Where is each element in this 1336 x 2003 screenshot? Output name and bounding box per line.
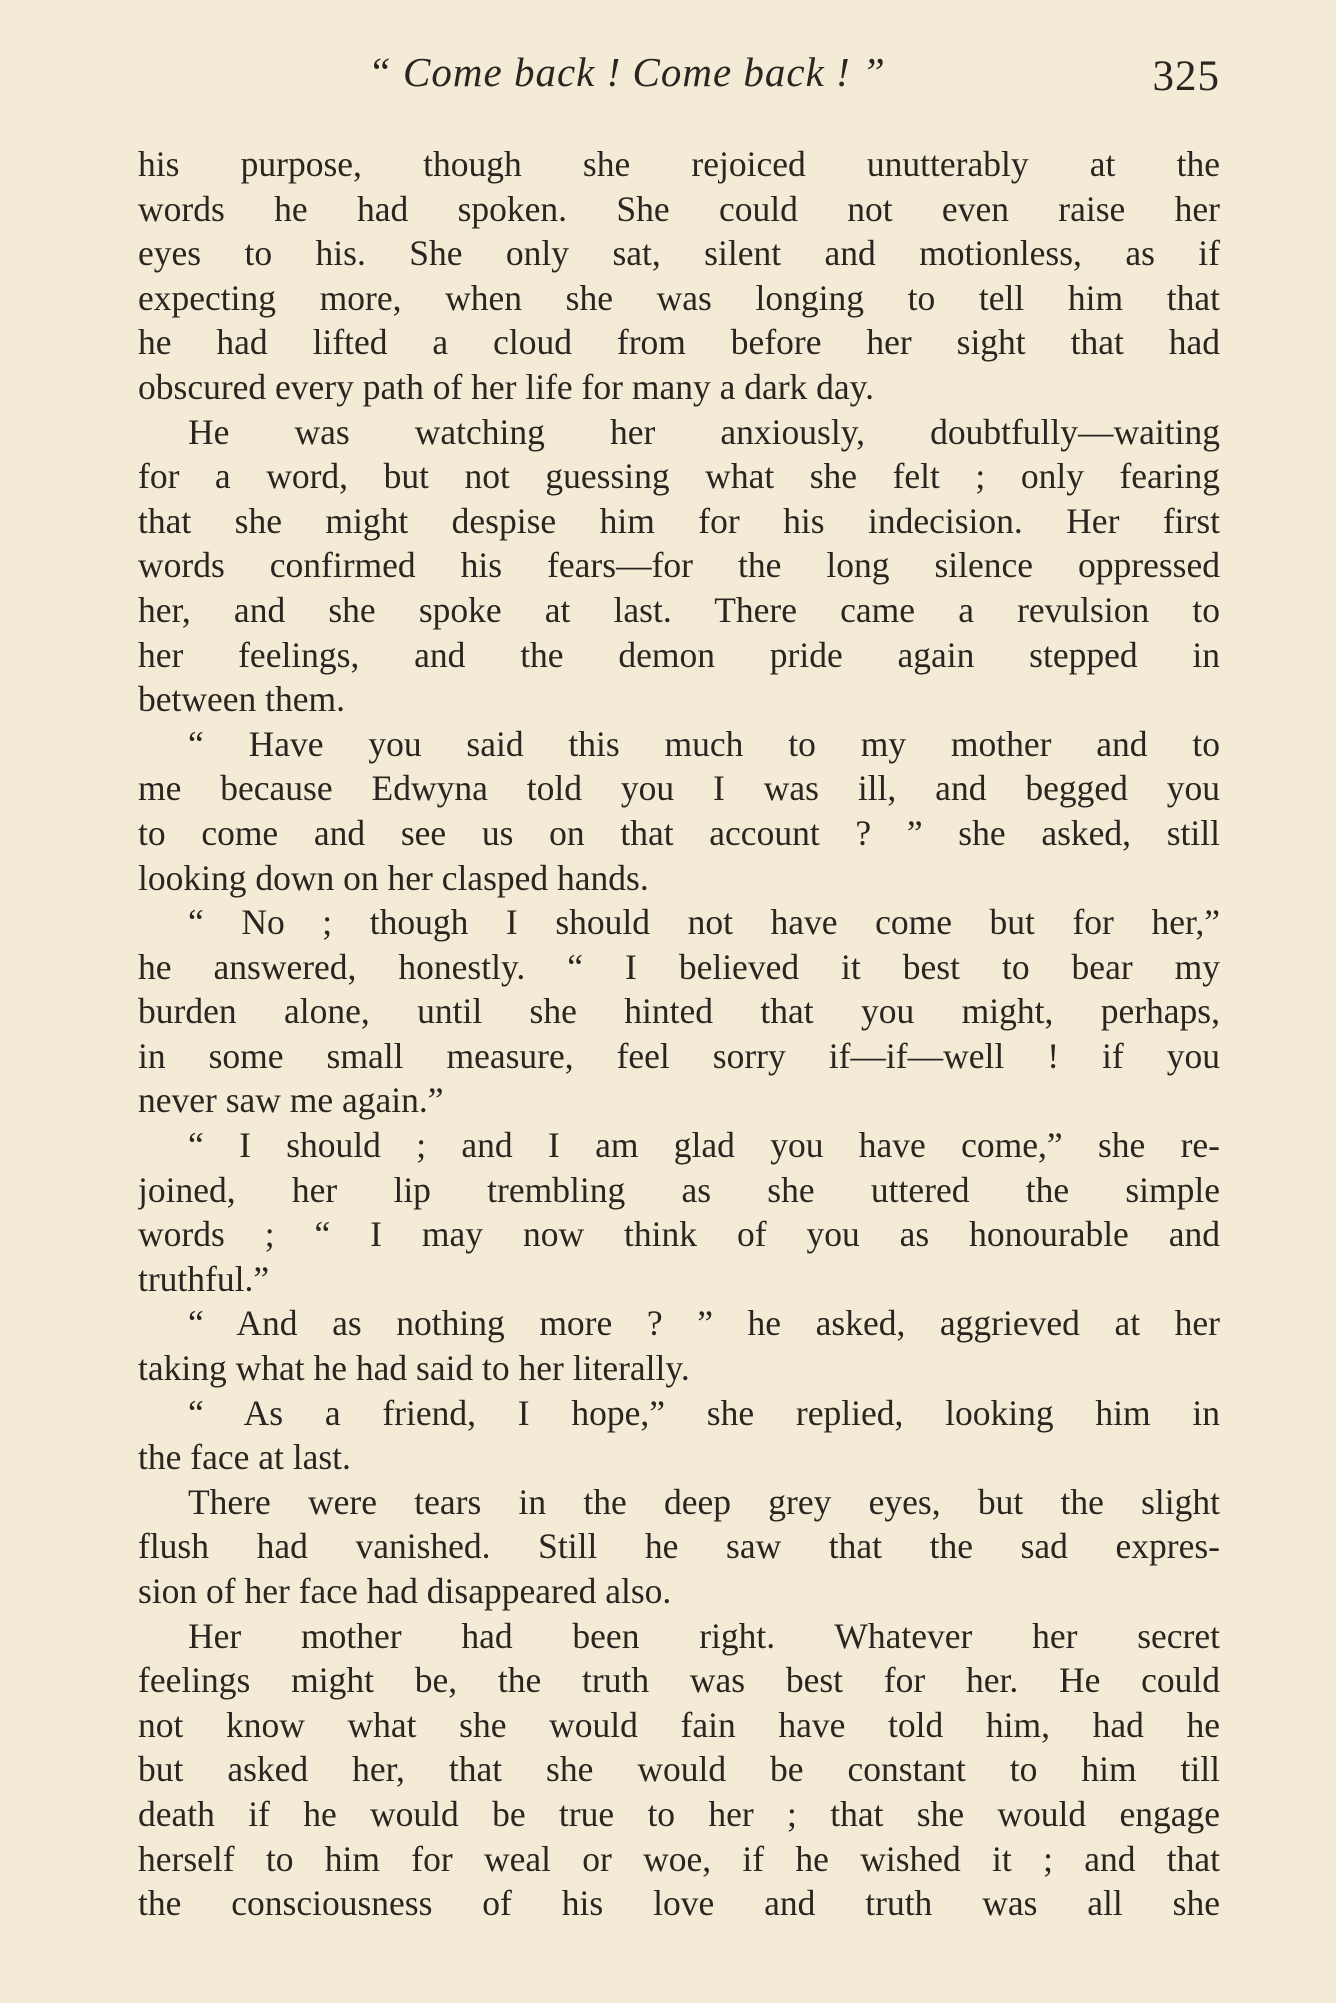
text-line: her feelings, and the demon pride again stepped in [138, 634, 1220, 675]
text-line: to come and see us on that account ? ” she asked, still [138, 812, 1220, 853]
text-line: “ No ; though I should not have come but for her,” [188, 902, 1220, 943]
text-line: expecting more, when she was longing to tell him that [138, 277, 1220, 318]
text-line: he answered, honestly. “ I believed it best to bear my [138, 946, 1220, 987]
text-line: flush had vanished. Still he saw that the sad expres- [138, 1526, 1220, 1567]
page-number: 325 [1152, 53, 1220, 100]
text-line: Her mother had been right. Whatever her secret [188, 1615, 1220, 1656]
text-line: the consciousness of his love and truth was all she [138, 1883, 1220, 1924]
text-line: her, and she spoke at last. There came a revulsion to [138, 589, 1220, 630]
text-line: in some small measure, feel sorry if—if—well ! if you [138, 1035, 1220, 1076]
text-line: There were tears in the deep grey eyes, but the slight [188, 1481, 1220, 1522]
text-line: never saw me again.” [138, 1080, 444, 1121]
text-line: “ I should ; and I am glad you have come,” she re- [188, 1125, 1220, 1166]
text-line: words he had spoken. She could not even raise her [138, 188, 1220, 229]
running-head [138, 48, 1220, 108]
text-line: eyes to his. She only sat, silent and motionless, as if [138, 233, 1220, 274]
text-line: me because Edwyna told you I was ill, and begged you [138, 768, 1220, 809]
text-line: “ Have you said this much to my mother and to [188, 723, 1220, 764]
text-line: “ And as nothing more ? ” he asked, aggrieved at her [188, 1303, 1220, 1344]
text-line: obscured every path of her life for many a dark day. [138, 366, 874, 407]
text-line: the face at last. [138, 1437, 351, 1478]
text-line: but asked her, that she would be constant to him till [138, 1749, 1220, 1790]
text-line: looking down on her clasped hands. [138, 857, 649, 898]
text-line: death if he would be true to her ; that she would engage [138, 1793, 1220, 1834]
text-line: sion of her face had disappeared also. [138, 1571, 672, 1611]
text-line: that she might despise him for his indecision. Her first [138, 500, 1220, 541]
running-title: “ Come back ! Come back ! ” [368, 49, 886, 95]
text-line: joined, her lip trembling as she uttered the simple [138, 1169, 1220, 1210]
text-line: “ As a friend, I hope,” she replied, looking him in [188, 1392, 1220, 1433]
text-line: he had lifted a cloud from before her sight that had [138, 322, 1220, 363]
text-line: his purpose, though she rejoiced unutterably at the [138, 144, 1220, 184]
text-line: feelings might be, the truth was best for her. He could [138, 1660, 1220, 1701]
body-text [138, 142, 1220, 1926]
text-line: not know what she would fain have told him, had he [138, 1704, 1220, 1745]
text-line: truthful.” [138, 1258, 270, 1299]
text-line: burden alone, until she hinted that you might, perhaps, [138, 991, 1220, 1032]
text-line: He was watching her anxiously, doubtfully—waiting [188, 411, 1220, 452]
text-line: between them. [138, 679, 346, 720]
text-line: for a word, but not guessing what she felt ; only fearing [138, 456, 1220, 497]
text-line: words ; “ I may now think of you as honourable and [138, 1214, 1220, 1255]
text-line: herself to him for weal or woe, if he wished it ; and that [138, 1838, 1220, 1879]
text-line: words confirmed his fears—for the long silence oppressed [138, 545, 1220, 586]
text-line: taking what he had said to her literally. [138, 1348, 690, 1389]
